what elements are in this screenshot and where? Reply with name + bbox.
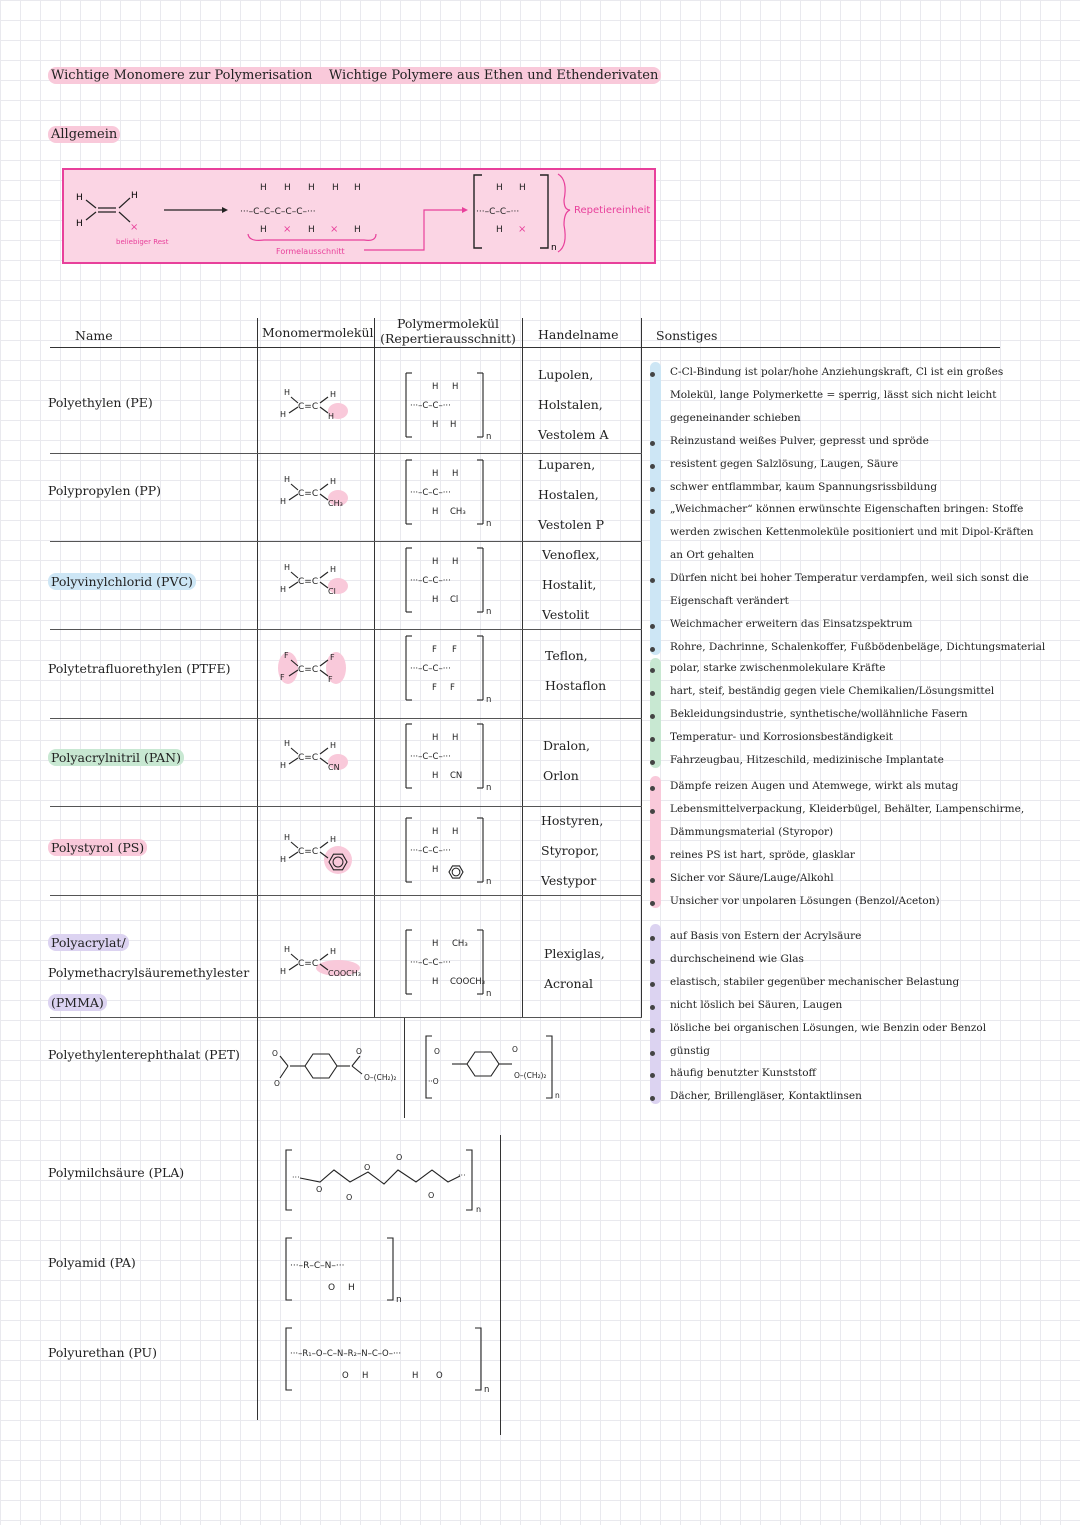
svg-text:H: H <box>284 475 291 484</box>
svg-text:H: H <box>330 477 337 486</box>
svg-text:H: H <box>354 183 361 193</box>
note-line: auf Basis von Estern der Acrylsäure <box>670 930 862 942</box>
svg-text:H: H <box>432 771 439 781</box>
svg-text:H: H <box>362 1371 369 1381</box>
page-title: Wichtige Monomere zur Polymerisation Wichtige Polymere aus Ethen und Ethenderivaten <box>48 68 661 83</box>
svg-text:H: H <box>280 761 287 770</box>
trade-names: Teflon, Hostaflon <box>545 648 607 693</box>
polymer-name: Polyethylenterephthalat (PET) <box>48 1047 240 1062</box>
svg-text:H: H <box>284 388 291 397</box>
svg-text:Cl: Cl <box>328 587 336 596</box>
svg-text:H: H <box>328 412 335 421</box>
svg-text:F: F <box>330 653 335 662</box>
polymer-name: Polyvinylchlorid (PVC) <box>48 574 196 589</box>
svg-text:H: H <box>432 977 439 987</box>
section-heading: Allgemein <box>48 127 120 142</box>
svg-text:H: H <box>432 557 439 567</box>
note-line: Rohre, Dachrinne, Schalenkoffer, Fußbödenbeläge, Dichtungsmaterial <box>670 640 1046 653</box>
note-line: Dämmungsmaterial (Styropor) <box>670 825 834 838</box>
svg-text:C=C: C=C <box>298 753 319 763</box>
note-line: Dämpfe reizen Augen und Atemwege, wirkt als mutag <box>670 780 959 792</box>
note-line: C-Cl-Bindung ist polar/hohe Anziehungskraft, Cl ist ein großes <box>670 366 1004 378</box>
notes-bar-ps <box>650 776 661 908</box>
polymer-name: Polyacrylat/ Polymethacrylsäuremethylester (PMMA) <box>48 935 250 1010</box>
polymer-name: Polymilchsäure (PLA) <box>48 1165 185 1180</box>
svg-text:H: H <box>412 1371 419 1381</box>
bullet-icon <box>650 668 655 673</box>
svg-text:H: H <box>432 469 439 479</box>
svg-text:··O: ··O <box>428 1077 439 1086</box>
svg-text:n: n <box>486 989 492 999</box>
svg-text:O: O <box>436 1371 443 1381</box>
note-line: günstig <box>670 1044 710 1057</box>
note-line: Molekül, lange Polymerkette = sperrig, lässt sich nicht leicht <box>670 388 997 401</box>
svg-text:···: ··· <box>458 1171 466 1180</box>
svg-text:···–C–C–···: ···–C–C–··· <box>410 664 451 674</box>
svg-text:H: H <box>260 183 267 193</box>
svg-text:COOCH₃: COOCH₃ <box>328 969 361 978</box>
svg-text:CH₃: CH₃ <box>450 507 466 517</box>
svg-text:H: H <box>432 827 439 837</box>
svg-text:O–(CH₂)₂: O–(CH₂)₂ <box>514 1071 547 1080</box>
note-line: Unsicher vor unpolaren Lösungen (Benzol/Aceton) <box>670 894 940 907</box>
svg-text:F: F <box>328 675 333 684</box>
svg-text:H: H <box>496 183 503 193</box>
note-line: reines PS ist hart, spröde, glasklar <box>670 848 855 861</box>
svg-text:···–C–C–···: ···–C–C–··· <box>410 401 451 411</box>
bullet-icon <box>650 691 655 696</box>
bullet-icon <box>650 1051 655 1056</box>
svg-text:Formelausschnitt: Formelausschnitt <box>276 247 345 256</box>
svg-text:F: F <box>452 645 457 655</box>
svg-text:H: H <box>432 733 439 743</box>
svg-text:O: O <box>396 1153 403 1162</box>
svg-text:···–C–C–···: ···–C–C–··· <box>410 576 451 586</box>
svg-text:H: H <box>432 865 439 875</box>
monomer-structure <box>280 739 348 772</box>
monomer-structure <box>280 563 348 596</box>
note-line: elastisch, stabiler gegenüber mechanischer Belastung <box>670 975 960 988</box>
trade-names: Luparen, Hostalen, Vestolen P <box>538 457 605 532</box>
svg-text:O: O <box>274 1079 280 1088</box>
svg-text:CH₃: CH₃ <box>328 499 343 508</box>
svg-text:H: H <box>332 183 339 193</box>
svg-text:H: H <box>330 565 337 574</box>
svg-text:H: H <box>432 382 439 392</box>
polymer-name: Polytetrafluorethylen (PTFE) <box>48 661 231 676</box>
svg-text:n: n <box>555 1091 560 1100</box>
svg-text:CH₃: CH₃ <box>452 939 468 949</box>
note-line: an Ort gehalten <box>670 549 755 562</box>
svg-text:O: O <box>434 1047 440 1056</box>
monomer-structure <box>278 651 346 684</box>
svg-text:C=C: C=C <box>298 959 319 969</box>
bullet-icon <box>650 714 655 719</box>
svg-text:O: O <box>342 1371 349 1381</box>
note-line: hart, steif, beständig gegen viele Chemikalien/Lösungsmittel <box>670 684 995 697</box>
svg-text:F: F <box>432 645 437 655</box>
svg-text:H: H <box>330 390 337 399</box>
note-line: Dürfen nicht bei hoher Temperatur verdampfen, weil sich sonst die <box>670 572 1029 585</box>
bullet-icon <box>650 786 655 791</box>
svg-text:···–C–C–···: ···–C–C–··· <box>410 958 451 968</box>
svg-text:n: n <box>551 243 557 253</box>
polymer-structure <box>406 636 491 705</box>
svg-text:H: H <box>308 183 315 193</box>
svg-text:O: O <box>346 1193 353 1202</box>
svg-text:H: H <box>496 225 503 235</box>
monomer-structure <box>280 475 348 508</box>
svg-text:n: n <box>486 519 492 529</box>
col-header-monomer: Monomermolekül <box>262 325 374 340</box>
polymer-structure <box>406 930 491 999</box>
note-line: resistent gegen Salzlösung, Laugen, Säure <box>670 457 899 470</box>
bullet-icon <box>650 760 655 765</box>
note-line: schwer entflammbar, kaum Spannungsrissbildung <box>670 480 938 493</box>
svg-text:beliebiger Rest: beliebiger Rest <box>116 238 169 246</box>
monomer-structure <box>280 945 361 978</box>
svg-text:H: H <box>354 225 361 235</box>
svg-text:H: H <box>452 469 459 479</box>
svg-text:CN: CN <box>328 763 340 772</box>
svg-text:O: O <box>356 1047 362 1056</box>
note-line: Weichmacher erweitern das Einsatzspektrum <box>670 617 913 630</box>
bullet-icon <box>650 464 655 469</box>
svg-text:···–C–C–···: ···–C–C–··· <box>410 752 451 762</box>
svg-text:O: O <box>428 1191 435 1200</box>
col-header-notes: Sonstiges <box>656 328 718 343</box>
polymer-structure <box>406 724 491 793</box>
col-header-trade: Handelname <box>538 327 619 342</box>
svg-text:C=C: C=C <box>298 577 319 587</box>
svg-text:F: F <box>450 683 455 693</box>
svg-text:···–C–C–C–C–C–···: ···–C–C–C–C–C–··· <box>240 207 316 217</box>
polymer-name: Polystyrol (PS) <box>48 840 147 855</box>
trade-names: Venoflex, Hostalit, Vestolit <box>542 547 600 622</box>
svg-text:H: H <box>330 835 337 844</box>
note-line: Dächer, Brillengläser, Kontaktlinsen <box>670 1090 862 1103</box>
svg-text:H: H <box>284 739 291 748</box>
svg-text:H: H <box>280 855 287 864</box>
svg-text:O: O <box>512 1045 518 1054</box>
note-line: polar, starke zwischenmolekulare Kräfte <box>670 662 886 674</box>
svg-text:COOCH₃: COOCH₃ <box>450 977 486 987</box>
svg-text:···–C–C–···: ···–C–C–··· <box>476 207 520 217</box>
svg-text:O: O <box>328 1283 336 1293</box>
svg-text:H: H <box>452 382 459 392</box>
bullet-icon <box>650 487 655 492</box>
svg-text:Repetiereinheit: Repetiereinheit <box>574 205 651 216</box>
svg-text:O: O <box>316 1185 323 1194</box>
svg-text:C=C: C=C <box>298 489 319 499</box>
svg-text:H: H <box>76 193 83 203</box>
bullet-icon <box>650 936 655 941</box>
bullet-icon <box>650 982 655 987</box>
svg-text:O: O <box>364 1163 371 1172</box>
svg-text:H: H <box>330 741 337 750</box>
note-line: Reinzustand weißes Pulver, gepresst und spröde <box>670 434 929 447</box>
note-line: durchscheinend wie Glas <box>670 952 804 965</box>
bullet-icon <box>650 372 655 377</box>
svg-text:H: H <box>348 1283 355 1293</box>
polymer-structure <box>406 548 491 617</box>
monomer-structure <box>280 388 348 421</box>
trade-names: Plexiglas, Acronal <box>544 946 605 991</box>
note-line: Lebensmittelverpackung, Kleiderbügel, Behälter, Lampenschirme, <box>670 802 1025 815</box>
svg-text:H: H <box>330 947 337 956</box>
svg-text:H: H <box>284 833 291 842</box>
svg-text:H: H <box>452 733 459 743</box>
svg-text:CN: CN <box>450 771 463 781</box>
svg-text:F: F <box>280 673 285 682</box>
svg-text:H: H <box>519 183 526 193</box>
bullet-icon <box>650 624 655 629</box>
svg-text:H: H <box>280 585 287 594</box>
svg-text:H: H <box>280 967 287 976</box>
svg-text:H: H <box>452 827 459 837</box>
svg-text:n: n <box>486 432 492 442</box>
polymer-structure <box>406 818 491 887</box>
note-line: häufig benutzter Kunststoff <box>670 1067 816 1080</box>
svg-text:H: H <box>280 410 287 419</box>
note-line: werden zwischen Kettenmoleküle positioniert und mit Dipol-Kräften <box>670 526 1034 539</box>
trade-names: Hostyren, Styropor, Vestypor <box>541 813 604 888</box>
svg-text:H: H <box>432 507 439 517</box>
svg-text:n: n <box>484 1385 490 1395</box>
svg-text:F: F <box>284 651 289 660</box>
note-line: „Weichmacher“ können erwünschte Eigenschaften bringen: Stoffe <box>670 503 1024 516</box>
svg-text:H: H <box>280 497 287 506</box>
bullet-icon <box>650 1005 655 1010</box>
svg-text:n: n <box>486 783 492 793</box>
bullet-icon <box>650 441 655 446</box>
note-line: Fahrzeugbau, Hitzeschild, medizinische Implantate <box>670 753 944 766</box>
trade-names: Dralon, Orlon <box>543 738 590 783</box>
svg-text:H: H <box>452 557 459 567</box>
svg-text:H: H <box>432 420 439 430</box>
svg-text:···–C–C–···: ···–C–C–··· <box>410 488 451 498</box>
note-line: lösliche bei organischen Lösungen, wie Benzin oder Benzol <box>670 1021 987 1034</box>
svg-text:n: n <box>396 1295 402 1305</box>
svg-text:n: n <box>486 607 492 617</box>
note-line: Bekleidungsindustrie, synthetische/wollähnliche Fasern <box>670 707 968 720</box>
svg-text:Cl: Cl <box>450 595 459 605</box>
svg-text:···: ··· <box>292 1173 300 1182</box>
svg-text:F: F <box>432 683 437 693</box>
svg-text:×: × <box>518 224 527 235</box>
svg-text:×: × <box>330 224 339 235</box>
svg-text:O–(CH₂)₂: O–(CH₂)₂ <box>364 1073 397 1082</box>
svg-text:···–R–C–N–···: ···–R–C–N–··· <box>290 1261 345 1271</box>
svg-text:C=C: C=C <box>298 665 319 675</box>
note-line: Sicher vor Säure/Lauge/Alkohl <box>670 871 834 884</box>
svg-text:n: n <box>476 1205 482 1214</box>
svg-text:H: H <box>432 595 439 605</box>
polymer-name: Polyurethan (PU) <box>48 1345 157 1360</box>
svg-text:H: H <box>284 183 291 193</box>
bullet-icon <box>650 809 655 814</box>
note-line: gegeneinander schieben <box>670 411 801 424</box>
polymer-name: Polyethylen (PE) <box>48 395 153 410</box>
svg-text:×: × <box>130 222 139 233</box>
svg-text:H: H <box>76 219 83 229</box>
svg-text:H: H <box>308 225 315 235</box>
bullet-icon <box>650 737 655 742</box>
col-header-polymer: Polymermolekül (Repertierausschnitt) <box>380 316 516 346</box>
svg-text:H: H <box>432 939 439 949</box>
svg-text:C=C: C=C <box>298 847 319 857</box>
svg-text:H: H <box>450 420 457 430</box>
svg-text:×: × <box>283 224 292 235</box>
svg-text:O: O <box>272 1049 278 1058</box>
polymer-name: Polypropylen (PP) <box>48 483 162 498</box>
polymer-name: Polyacrylnitril (PAN) <box>48 750 184 765</box>
svg-text:n: n <box>486 877 492 887</box>
bullet-icon <box>650 1028 655 1033</box>
polymer-name: Polyamid (PA) <box>48 1255 136 1270</box>
col-header-name: Name <box>75 328 113 343</box>
trade-names: Lupolen, Holstalen, Vestolem A <box>538 367 609 442</box>
bullet-icon <box>650 959 655 964</box>
bullet-icon <box>650 901 655 906</box>
bullet-icon <box>650 647 655 652</box>
note-line: nicht löslich bei Säuren, Laugen <box>670 998 843 1011</box>
svg-text:C=C: C=C <box>298 402 319 412</box>
pet-monomer <box>280 1054 362 1078</box>
svg-text:H: H <box>260 225 267 235</box>
polymer-structure <box>406 460 491 529</box>
svg-text:H: H <box>131 191 138 201</box>
polymer-structure <box>406 373 491 442</box>
svg-text:···–R₁–O–C–N–R₂–N–C–O–···: ···–R₁–O–C–N–R₂–N–C–O–··· <box>290 1349 402 1359</box>
svg-text:n: n <box>486 695 492 705</box>
svg-text:···–C–C–···: ···–C–C–··· <box>410 846 451 856</box>
bullet-icon <box>650 855 655 860</box>
monomer-structure <box>280 833 352 874</box>
svg-text:H: H <box>284 563 291 572</box>
bullet-icon <box>650 878 655 883</box>
note-line: Eigenschaft verändert <box>670 595 789 607</box>
svg-text:H: H <box>284 945 291 954</box>
note-line: Temperatur- und Korrosionsbeständigkeit <box>670 730 894 743</box>
